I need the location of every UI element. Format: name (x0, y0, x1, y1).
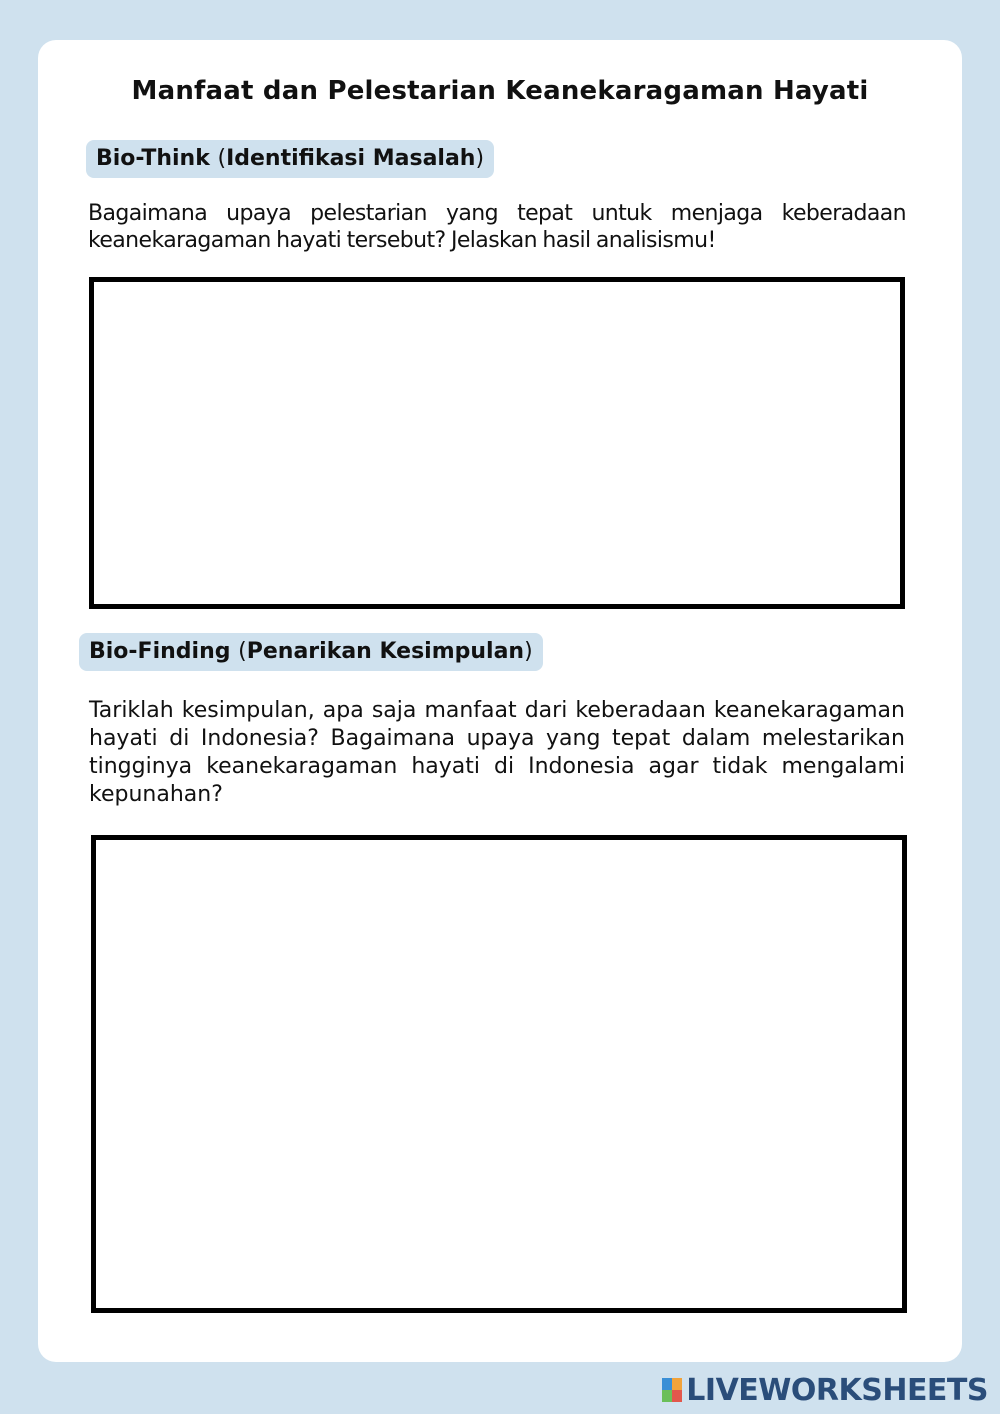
page-title: Manfaat dan Pelestarian Keanekaragaman Hayati (131, 76, 869, 106)
section-heading-paren-close: ) (475, 146, 485, 171)
section-heading-main: Bio-Finding (89, 639, 239, 664)
section-heading-bio-think (86, 140, 494, 178)
section-heading-main: Bio-Think (96, 146, 218, 171)
section-heading-inner: Penarikan Kesimpulan (246, 639, 525, 664)
section-heading-paren-close: ) (524, 639, 533, 664)
question-text-1: Bagaimana upaya pelestarian yang tepat untuk menjaga keberadaan keanekaragaman hayati tersebut? Jelaskan hasil analisismu! (88, 201, 906, 253)
liveworksheets-logo-icon (662, 1378, 682, 1402)
answer-box-1[interactable] (89, 277, 905, 609)
answer-box-2[interactable] (91, 835, 907, 1313)
section-heading-paren-open: ( (238, 639, 247, 664)
question-text-2: Tariklah kesimpulan, apa saja manfaat dari keberadaan keanekaragaman hayati di Indonesia? Bagaimana upaya yang tepat dalam melestarikan tingginya keanekaragaman hayati di Indonesia agar tidak mengalami kepunahan? (89, 698, 905, 807)
section-heading-inner: Identifikasi Masalah (226, 146, 476, 171)
liveworksheets-logo (662, 1372, 988, 1408)
section-heading-bio-finding (79, 633, 543, 671)
brand-name: LIVEWORKSHEETS (686, 1372, 988, 1408)
section-heading-paren-open: ( (217, 146, 227, 171)
